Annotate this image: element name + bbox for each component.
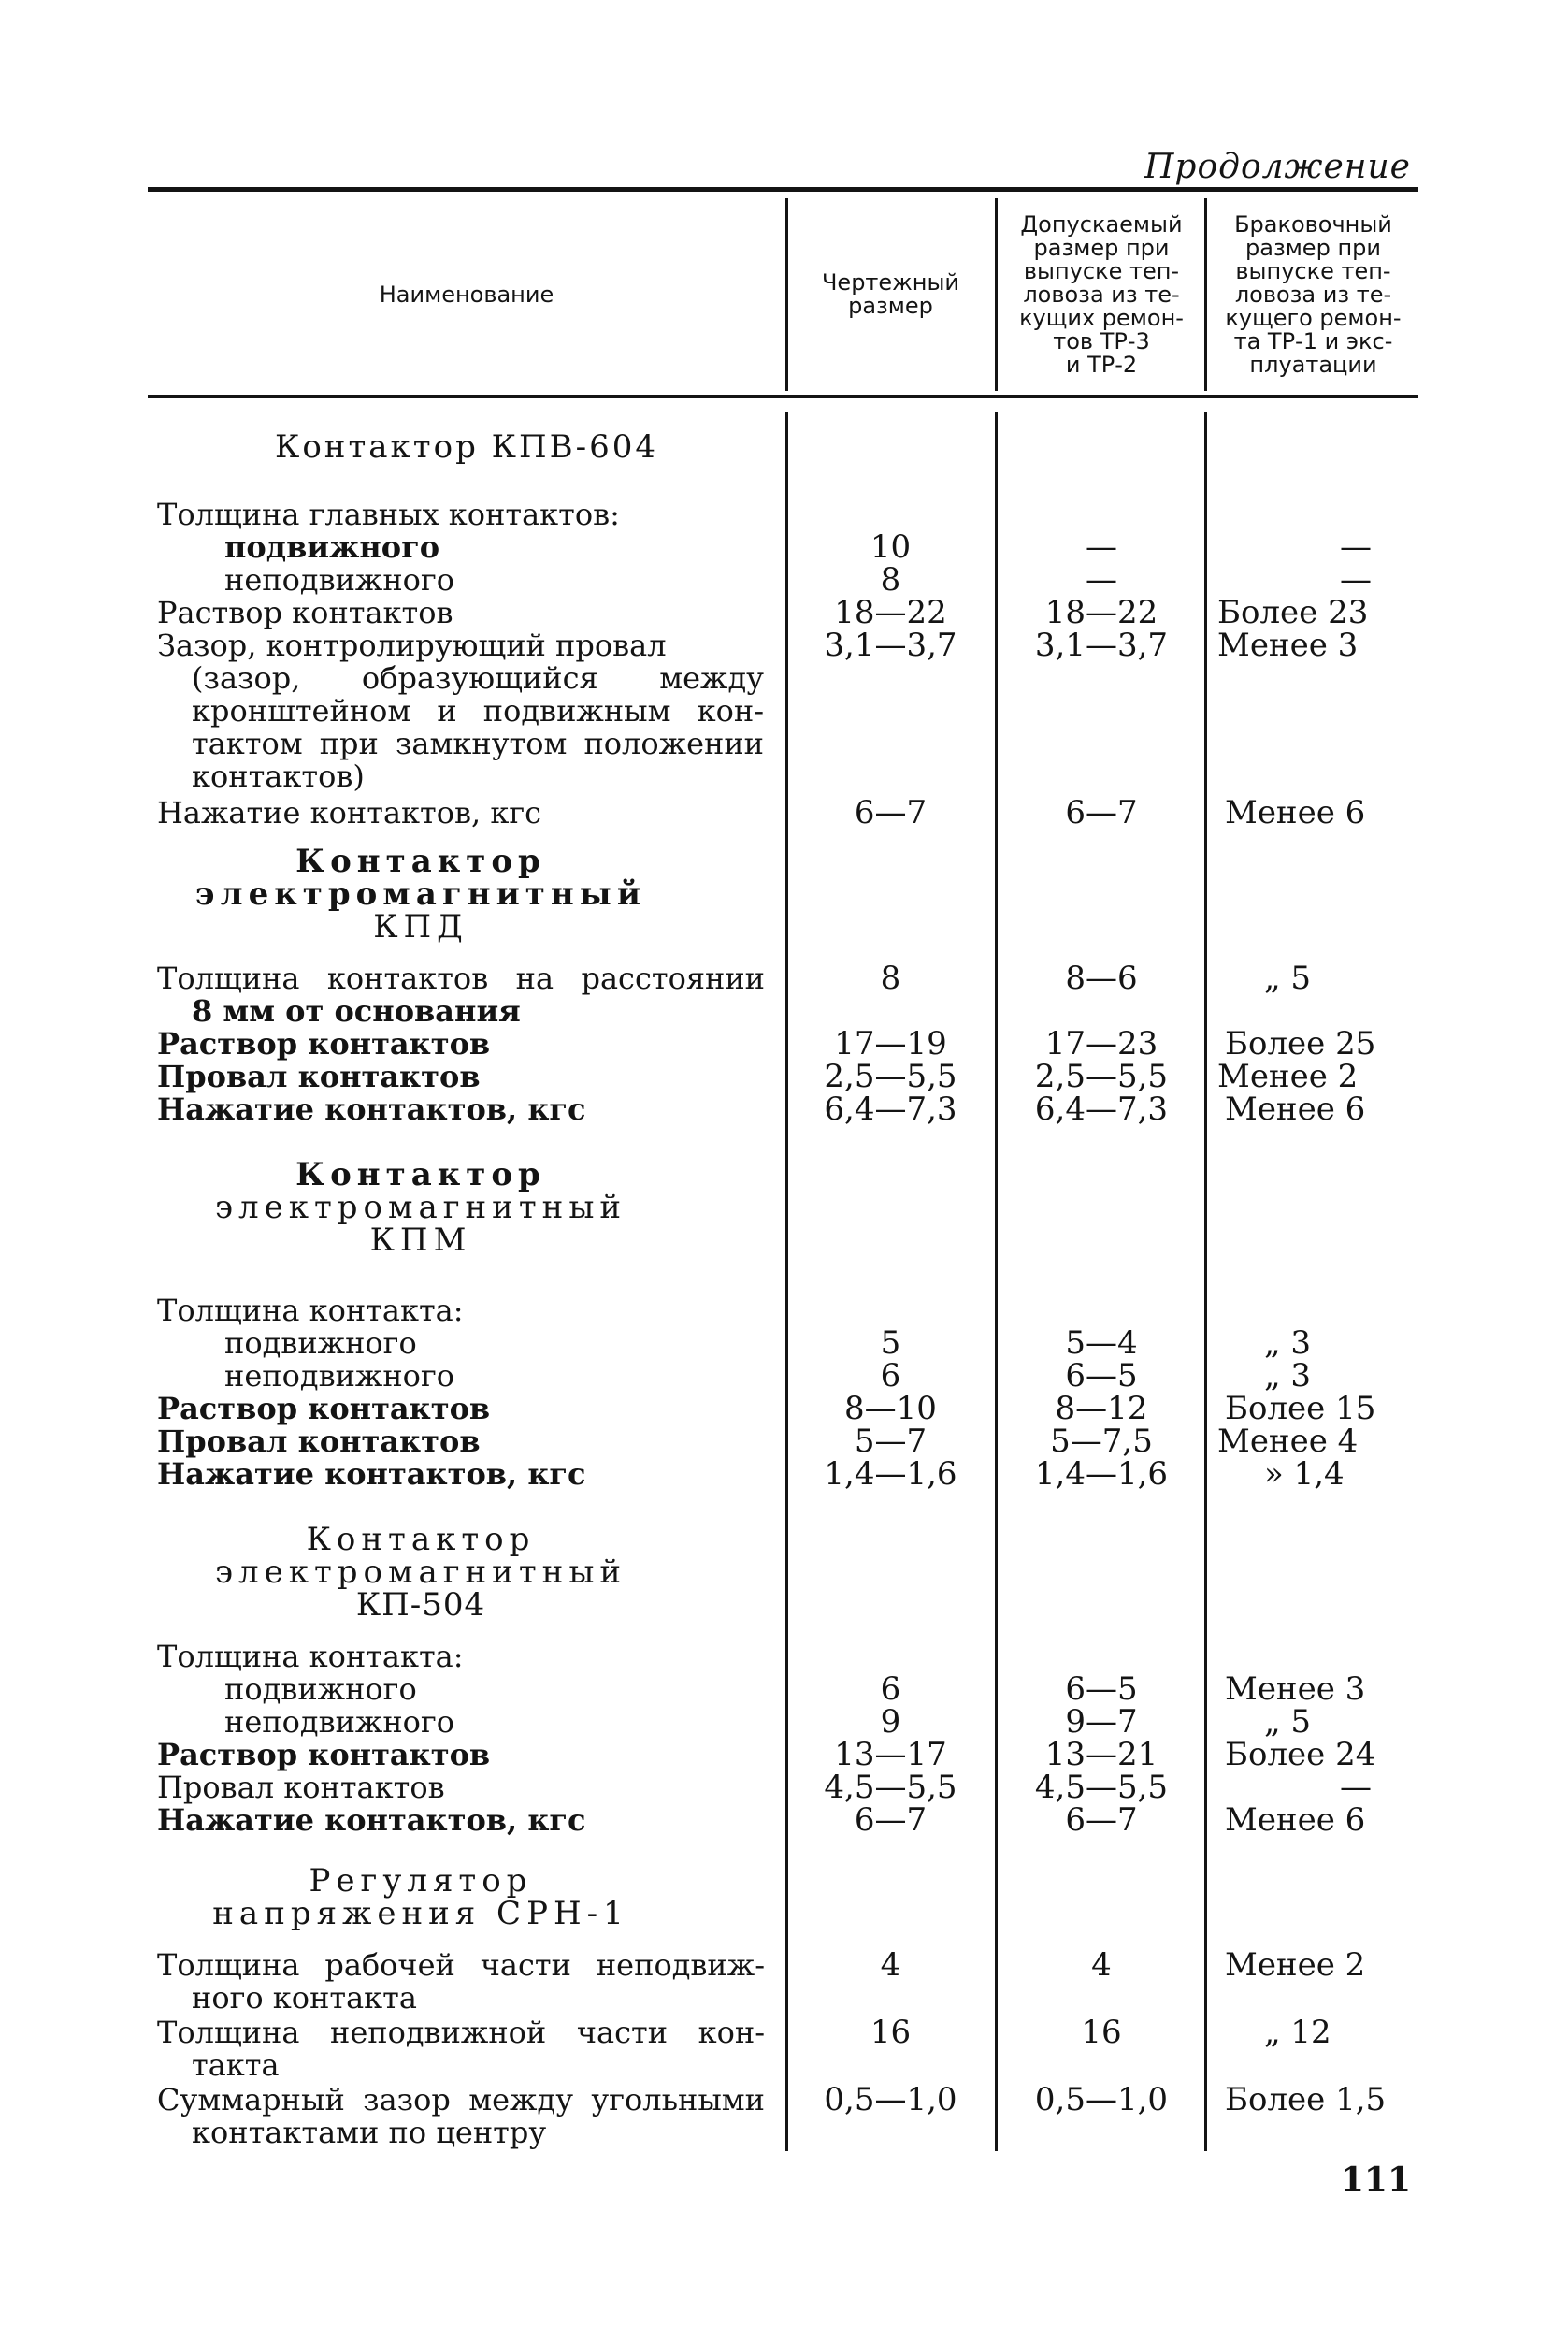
body-col-rule-2 <box>995 412 998 2151</box>
page-number: 111 <box>1340 2160 1411 2200</box>
continuation-label: Продолжение <box>1144 148 1411 186</box>
section-title: Контактор <box>295 1156 546 1193</box>
header-permissible-size: Допускаемый размер при выпуске теп- ловоза из те- кущих ремон- тов ТР-3 и ТР-2 <box>1019 210 1184 378</box>
section-title: электромагнитный <box>194 875 647 913</box>
header-bottom-rule <box>148 395 1418 398</box>
section-title: электромагнитный <box>214 1553 627 1591</box>
section-title: Контактор <box>306 1521 536 1558</box>
header-col-rule-3 <box>1204 198 1207 391</box>
section-title: Контактор <box>295 843 546 880</box>
section-title: КПМ <box>369 1221 472 1259</box>
header-drawing-size: Чертежный размер <box>821 269 960 319</box>
body-col-rule-3 <box>1204 412 1207 2151</box>
header-reject-size: Браковочный размер при выпуске теп- ловоза из те- кущего ремон- та ТР-1 и экс- плуатации <box>1225 210 1402 378</box>
section-title: электромагнитный <box>214 1189 627 1226</box>
book-page: Продолжение Наименование Чертежный размер Допускаемый размер при выпуске теп- ловоза из те- кущих ремон- тов ТР-3 и ТР-2 Браковочный размер при выпуске теп- ловоза из те- кущего ремон- та ТР-1 и экс- плуатации Контактор КПВ-604 Толщина главных контактов: подвижного 10 — — неподвижного 8 — — Раствор контактов 18—22 18—22 Более 23 Зазор, контролирующий провал 3,1—3,7 3,1—3,7 Менее 3 (зазор, образующийся между кронштейном и подвижным кон- тактом при замкнутом положении контактов) Нажатие контактов, кгс 6—7 6—7 Менее 6 Контактор электромагнитный КПД Толщина контактов на расстоянии 8 8—6 „ 5 8 мм от основания Раствор контактов 17—19 17—23 Более 25 Провал контактов 2,5—5,5 2,5—5,5 Менее 2 Нажатие контактов, кгс 6,4—7,3 6,4—7,3 Менее 6 Контактор электромагнитный КПМ Толщина контакта: подвижного 5 5—4 „ 3 неподвижного 6 6—5 „ 3 Раствор контактов 8—10 8—12 Более 15 Провал контактов 5—7 5—7,5 Менее 4 Нажатие контактов, кгс 1,4—1,6 1,4—1,6 » 1,4 Контактор электромагнитный КП-504 Толщина контакта: подвижного 6 6—5 Менее 3 неподвижного 9 9—7 „ 5 Раствор контактов 13—17 13—21 Более 24 Провал контактов 4,5—5,5 4,5—5,5 — Нажатие контактов, кгс 6—7 6—7 Менее 6 Регулятор напряжения СРН-1 Толщина рабочей части неподвиж- 4 4 Менее 2 ного контакта Толщина неподвижной части кон- 16 16 „ 12 такта Суммарный зазор между угольными 0,5—1,0 0,5—1,0 Более 1,5 контактами по центру 111 <box>0 0 1568 2341</box>
header-col-rule-2 <box>995 198 998 391</box>
section-title: КП-504 <box>355 1586 486 1624</box>
section-title: Контактор КПВ-604 <box>275 428 658 466</box>
section-title: КПД <box>373 908 468 946</box>
table-top-rule <box>148 187 1418 192</box>
body-col-rule-1 <box>785 412 788 2151</box>
header-name: Наименование <box>379 281 554 308</box>
section-title: Регулятор <box>309 1862 533 1900</box>
header-col-rule-1 <box>785 198 788 391</box>
section-title: напряжения СРН-1 <box>212 1895 629 1932</box>
